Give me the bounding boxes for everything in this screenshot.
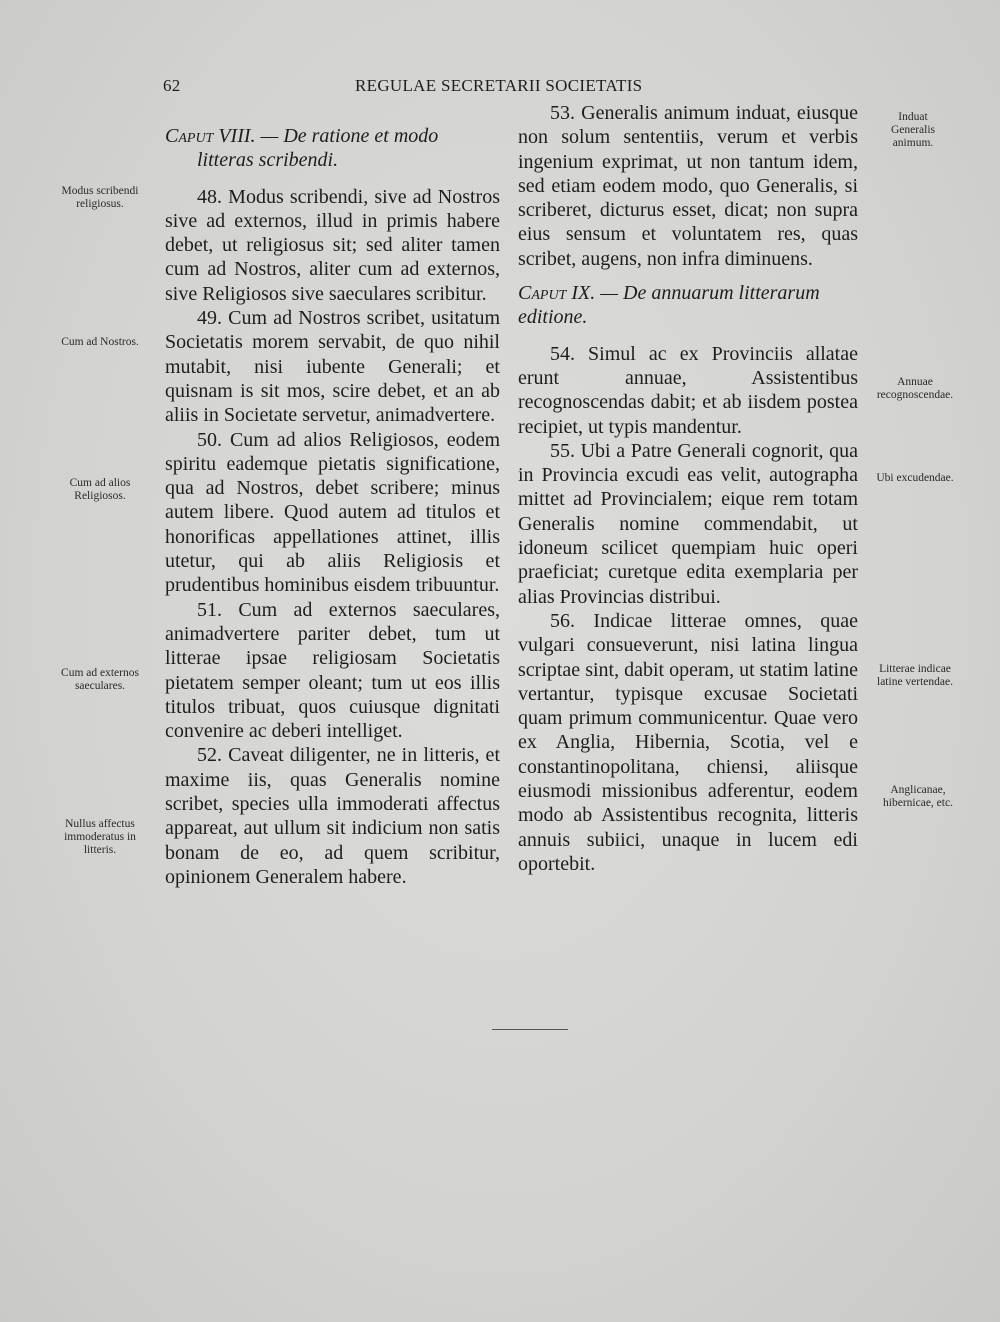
left-text-column	[165, 124, 500, 889]
margin-note-left: Cum ad Nostros.	[61, 336, 139, 348]
horizontal-rule	[492, 1029, 568, 1030]
margin-note-right: Ubi excudendae.	[876, 472, 954, 484]
margin-note-right: Annuae recognoscendae.	[876, 376, 954, 401]
margin-note-right: Litterae indicae latine vertendae.	[877, 663, 953, 688]
paragraph-55: 55. Ubi a Patre Generali cognorit, qua in Provincia excudi eas velit, autographa mittet ad Provincialem; eique rem totam Generalis nomine commendabit, ut idoneum scilicet quempiam huic operi praeficiat; curetque edita exemplaria per alias Provincias distribui.	[518, 439, 858, 608]
margin-note-right: Induat Generalis animum.	[890, 111, 936, 149]
chapter-heading-viii	[165, 124, 500, 173]
paragraph-53: 53. Generalis animum induat, eiusque non solum sententiis, verum et verbis ingenium exprimat, ut non tantum idem, sed etiam eodem modo, quo Generalis, si scriberet, dicturus esset, dicat; non supra eius sensum et voluntatem res, quas scribet, augens, non infra diminuens.	[518, 102, 858, 270]
running-header	[163, 76, 863, 102]
margin-note-left: Modus scribendi religiosus.	[61, 185, 139, 210]
paragraph-50: 50. Cum ad alios Religiosos, eodem spiritu eademque pietatis significatione, qua ad Nostros, debet scribere; minus autem libere. Quod autem ad titulos et honorificas appellationes attinet, illis utetur, qui ab aliis Religiosis et prudentibus hominibus eisdem tribuuntur.	[165, 428, 500, 597]
page-number: 62	[163, 76, 181, 95]
paragraph-51: 51. Cum ad externos saeculares, animadvertere pariter debet, tum ut litterae ipsae religiosam Societatis pietatem semper oleant; tum ut eos illis titulos tribuat, quos cuiusque dignitati convenire ac deberi intelliget.	[165, 598, 500, 743]
running-title: REGULAE SECRETARII SOCIETATIS	[355, 76, 643, 95]
right-text-column	[518, 101, 858, 876]
paragraph-52: 52. Caveat diligenter, ne in litteris, et maxime iis, quas Generalis nomine scribet, species ulla immoderati affectus appareat, aut ullum sit indicium non satis bonam de eo, ad quem scribitur, opinionem Generalem habere.	[165, 744, 500, 888]
paragraph-56: 56. Indicae litterae omnes, quae vulgari consueverunt, nisi latina lingua scriptae sint, dabit operam, ut statim latine vertantur, typisque excusae Societati quam primum communicentur. Quae vero ex Anglia, Hibernia, Scotia, vel e constantinopolitana, chiensi, aliisque eiusmodi missionibus adferentur, eodem modo ab Assistentibus recognita, litteris annuis subiici, unaque in lucem edi oportebit.	[518, 609, 858, 875]
paragraph-49: 49. Cum ad Nostros scribet, usitatum Societatis morem servabit, de quo nihil mutabit, nisi iubente Generali; et quisnam is sit mos, scire debet, et an ab aliis in Societate servetur, animadvertere.	[165, 307, 500, 427]
margin-note-left: Cum ad alios Religiosos.	[69, 477, 131, 502]
caput-label: Caput VIII.	[165, 125, 256, 147]
margin-note-left: Nullus affectus immoderatus in litteris.	[64, 818, 136, 856]
margin-note-left: Cum ad externos saeculares.	[61, 667, 139, 692]
chapter-heading-ix	[518, 281, 858, 330]
paragraph-48: 48. Modus scribendi, sive ad Nostros sive ad externos, illud in primis habere debet, ut religiosus sit; sed aliter tamen cum ad Nostros, aliter cum ad externos, sive Religiosos sive saeculares scribitur.	[165, 185, 500, 305]
chapter-title-line1: — De ratione et modo	[255, 125, 439, 147]
paragraph-54: 54. Simul ac ex Provinciis allatae erunt annuae, Assistentibus recognoscendas dabit; et ab iisdem postea recipiet, ut typis mandentur.	[518, 342, 858, 438]
chapter-title-line1: — De annuarum litterarum editione.	[518, 282, 820, 329]
margin-note-right: Anglicanae, hibernicae, etc.	[883, 784, 953, 809]
chapter-title-line2: litteras scribendi.	[197, 149, 339, 172]
caput-label: Caput IX.	[518, 282, 596, 305]
